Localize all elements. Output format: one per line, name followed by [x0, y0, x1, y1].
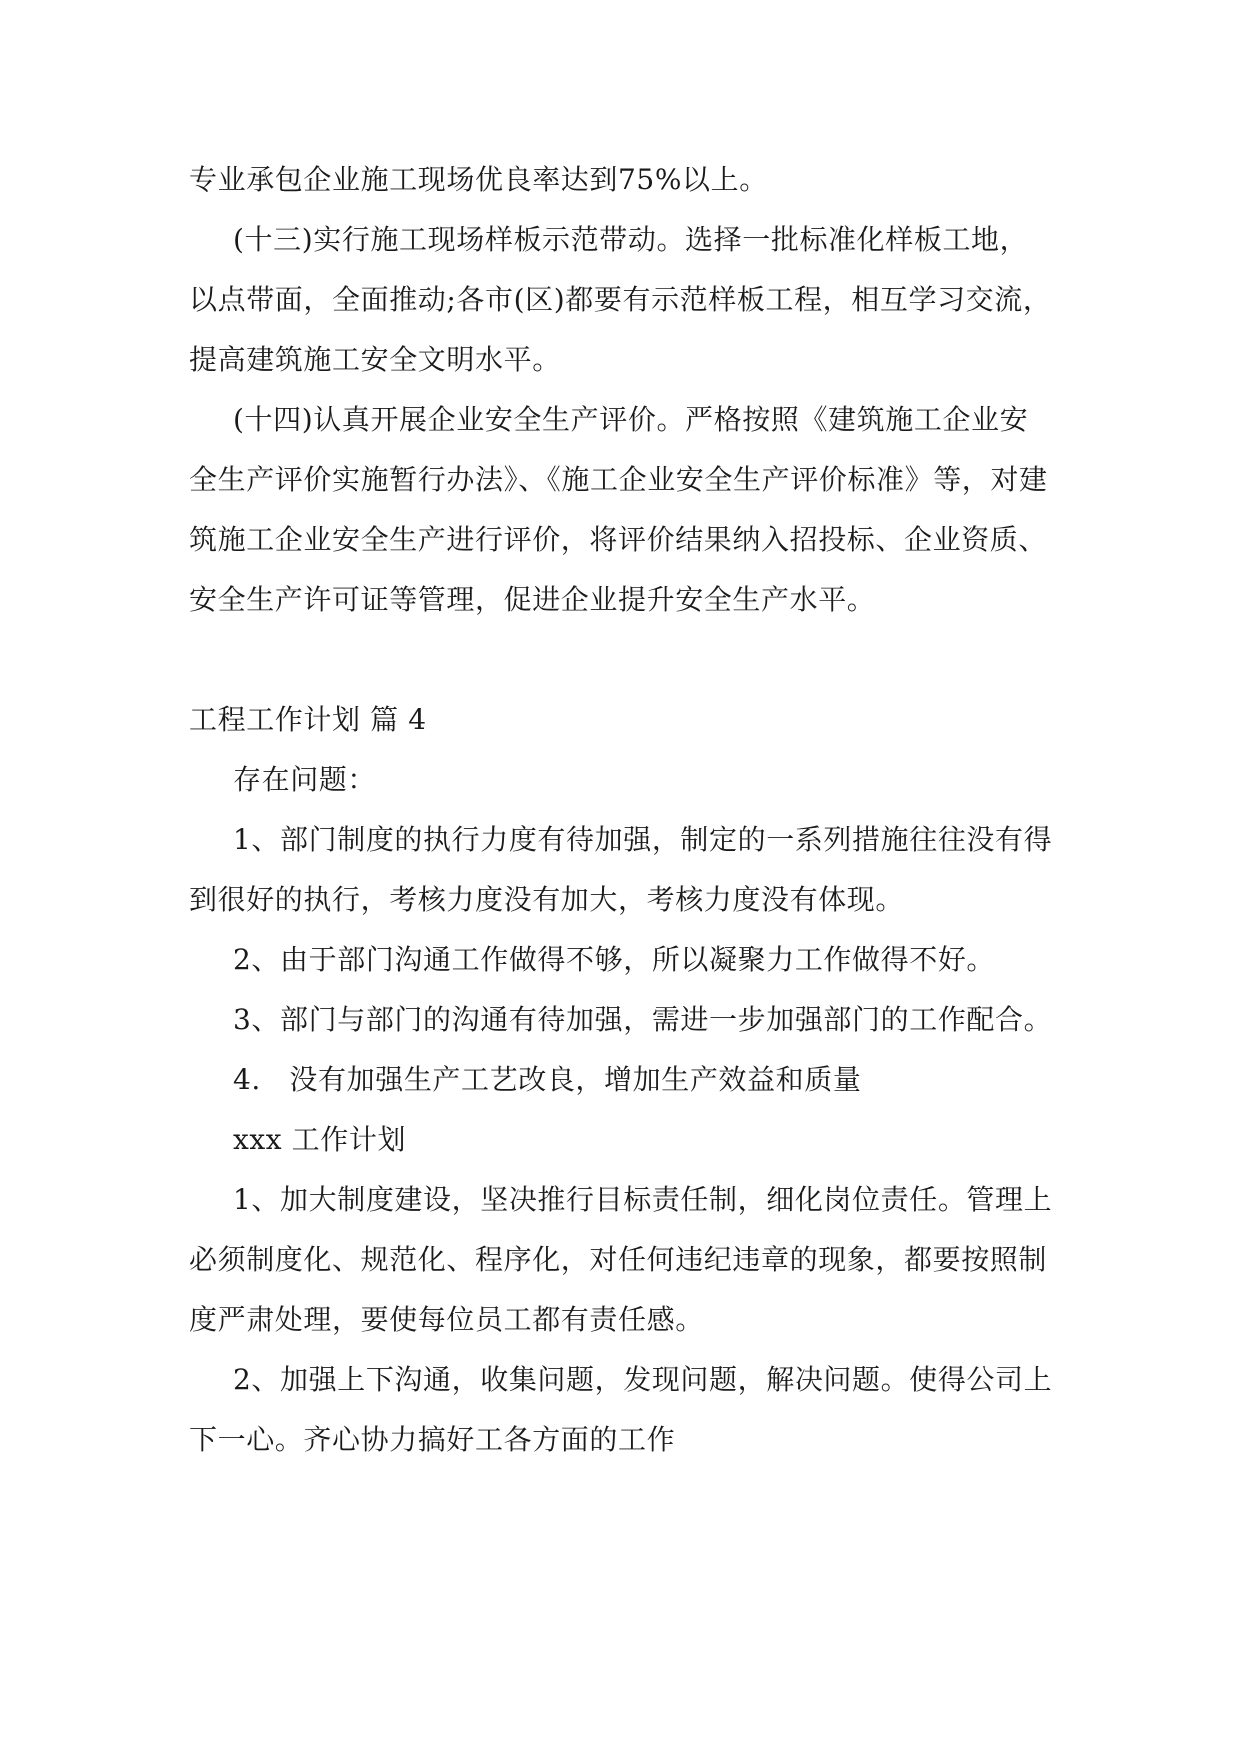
paragraph-line: 以点带面，全面推动;各市(区)都要有示范样板工程，相互学习交流，: [189, 283, 1052, 316]
paragraph-line: 提高建筑施工安全文明水平。: [189, 343, 561, 376]
paragraph-line: 到很好的执行，考核力度没有加大，考核力度没有体现。: [189, 883, 905, 916]
paragraph-line: 1、部门制度的执行力度有待加强，制定的一系列措施往往没有得: [233, 823, 1053, 856]
paragraph-line: 必须制度化、规范化、程序化，对任何违纪违章的现象，都要按照制: [189, 1243, 1048, 1276]
paragraph-line: 专业承包企业施工现场优良率达到75%以上。: [189, 163, 768, 196]
paragraph-line: 2、加强上下沟通，收集问题，发现问题，解决问题。使得公司上: [233, 1363, 1053, 1396]
paragraph-line: 3、部门与部门的沟通有待加强，需进一步加强部门的工作配合。: [233, 1003, 1053, 1036]
spacer: [189, 630, 1069, 690]
paragraph-line: 存在问题：: [233, 763, 377, 796]
section-title: 工程工作计划 篇 4: [189, 703, 427, 736]
paragraph-line: xxx 工作计划: [233, 1123, 407, 1156]
paragraph-line: 筑施工企业安全生产进行评价，将评价结果纳入招投标、企业资质、: [189, 523, 1048, 556]
paragraph-line: 1、加大制度建设，坚决推行目标责任制，细化岗位责任。管理上: [233, 1183, 1053, 1216]
paragraph-line: 下一心。齐心协力搞好工各方面的工作: [189, 1423, 676, 1456]
paragraph-line: 2、由于部门沟通工作做得不够，所以凝聚力工作做得不好。: [233, 943, 996, 976]
paragraph-line: (十四)认真开展企业安全生产评价。严格按照《建筑施工企业安: [233, 403, 1029, 436]
paragraph-line: (十三)实行施工现场样板示范带动。选择一批标准化样板工地，: [233, 223, 1029, 256]
paragraph-line: 安全生产许可证等管理，促进企业提升安全生产水平。: [189, 583, 876, 616]
document-page: [189, 150, 1069, 1470]
paragraph-line: 度严肃处理，要使每位员工都有责任感。: [189, 1303, 704, 1336]
paragraph-line: 4. 没有加强生产工艺改良，增加生产效益和质量: [233, 1063, 862, 1096]
paragraph-line: 全生产评价实施暂行办法》、《施工企业安全生产评价标准》等，对建: [189, 463, 1048, 496]
